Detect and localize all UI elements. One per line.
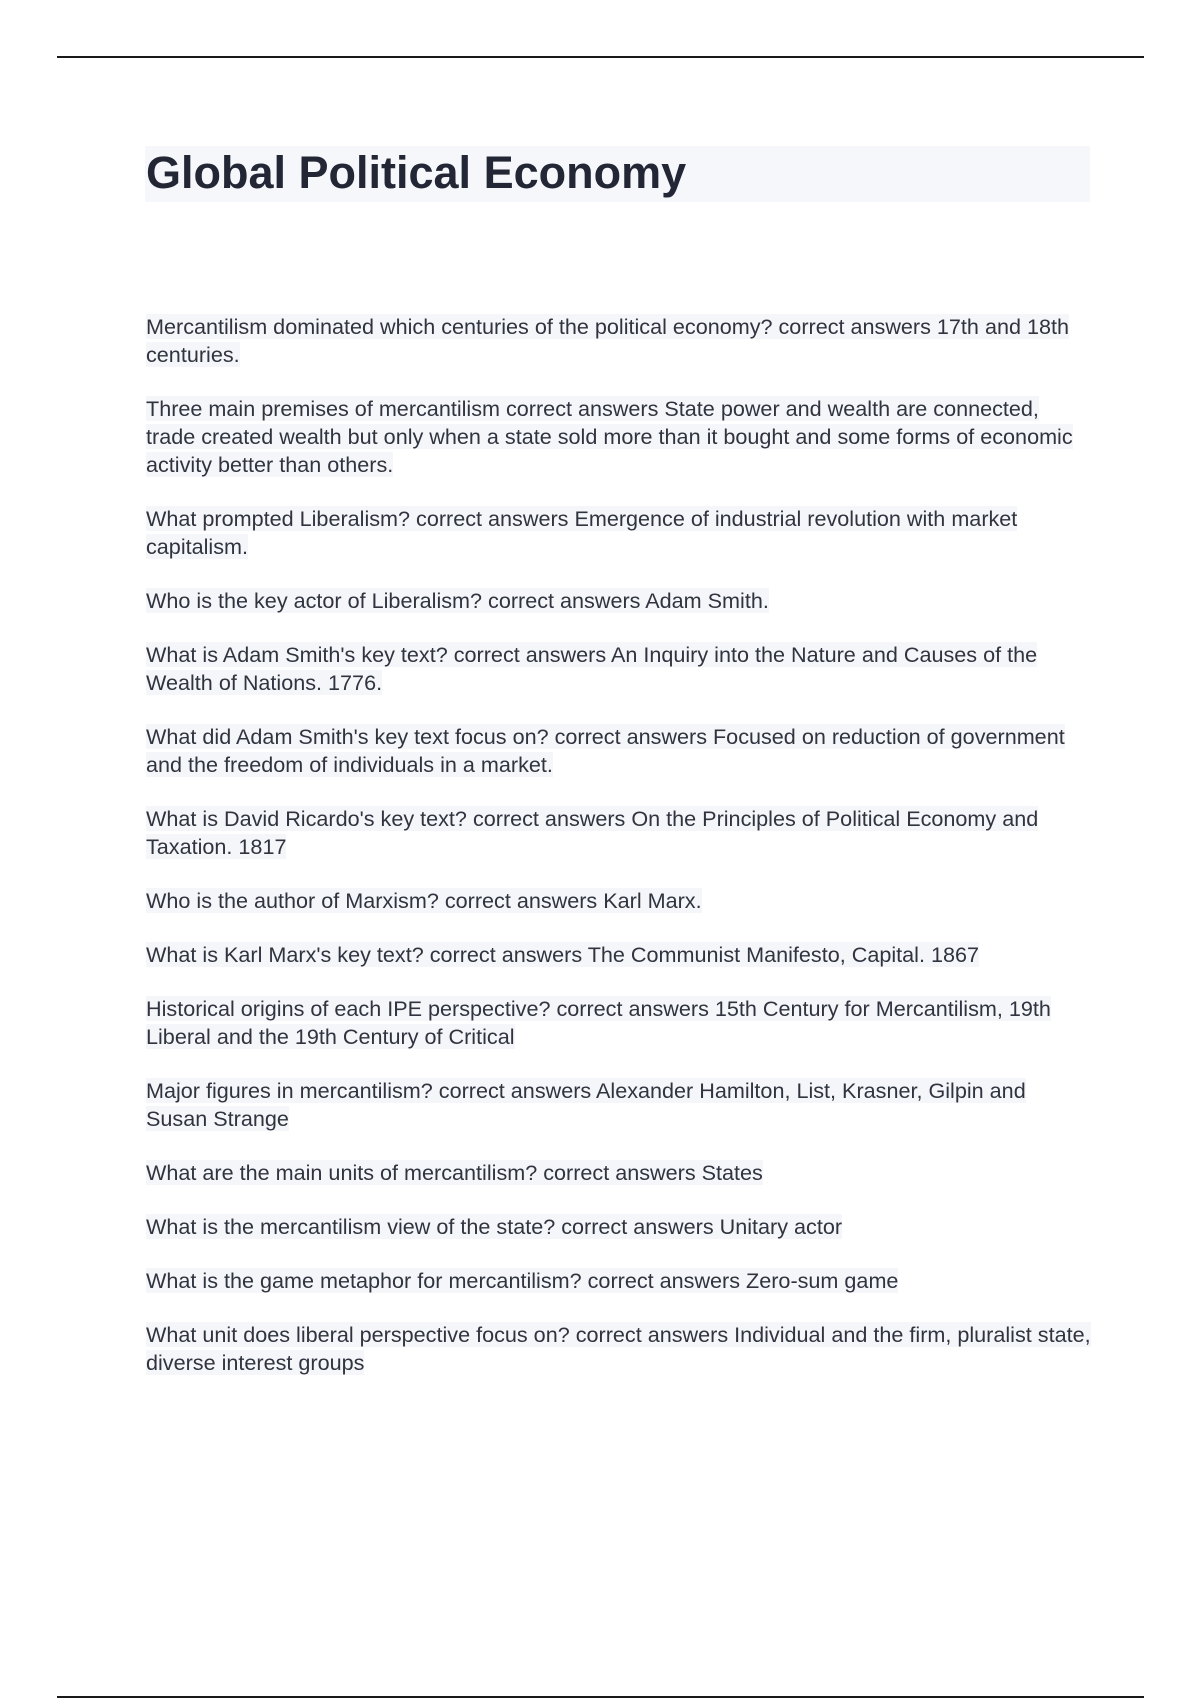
qa-item [146, 505, 1091, 561]
qa-text: What did Adam Smith's key text focus on? correct answers Focused on reduction of government and the freedom of individuals in a market. [146, 724, 1065, 777]
qa-text: What is the mercantilism view of the state? correct answers Unitary actor [146, 1214, 843, 1239]
qa-text: Who is the key actor of Liberalism? correct answers Adam Smith. [146, 588, 769, 613]
document-title: Global Political Economy [146, 147, 687, 198]
qa-text: Historical origins of each IPE perspective? correct answers 15th Century for Mercantilism, 19th Liberal and the 19th Century of Critical [146, 996, 1051, 1049]
qa-item [146, 805, 1091, 861]
qa-text: What unit does liberal perspective focus on? correct answers Individual and the firm, pluralist state, diverse interest groups [146, 1322, 1091, 1375]
qa-text: What prompted Liberalism? correct answers Emergence of industrial revolution with market capitalism. [146, 506, 1018, 559]
qa-text: Three main premises of mercantilism correct answers State power and wealth are connected, trade created wealth but only when a state sold more than it bought and some forms of economic activity better than others. [146, 396, 1073, 477]
qa-item [146, 1321, 1091, 1377]
qa-list [146, 313, 1091, 1403]
qa-item [146, 887, 1091, 915]
qa-text: What is Karl Marx's key text? correct answers The Communist Manifesto, Capital. 1867 [146, 942, 979, 967]
qa-item [146, 641, 1091, 697]
header-rule [57, 56, 1144, 58]
qa-text: Mercantilism dominated which centuries of the political economy? correct answers 17th and 18th centuries. [146, 314, 1069, 367]
qa-text: Major figures in mercantilism? correct answers Alexander Hamilton, List, Krasner, Gilpin and Susan Strange [146, 1078, 1026, 1131]
footer-rule [57, 1696, 1144, 1698]
qa-text: Who is the author of Marxism? correct answers Karl Marx. [146, 888, 702, 913]
qa-text: What are the main units of mercantilism? correct answers States [146, 1160, 763, 1185]
qa-item [146, 941, 1091, 969]
qa-item [146, 723, 1091, 779]
qa-item [146, 313, 1091, 369]
qa-item [146, 1159, 1091, 1187]
qa-text: What is David Ricardo's key text? correct answers On the Principles of Political Economy and Taxation. 1817 [146, 806, 1039, 859]
qa-item [146, 1213, 1091, 1241]
qa-item [146, 1077, 1091, 1133]
qa-item [146, 587, 1091, 615]
qa-item [146, 1267, 1091, 1295]
qa-text: What is the game metaphor for mercantilism? correct answers Zero-sum game [146, 1268, 899, 1293]
qa-item [146, 995, 1091, 1051]
qa-item [146, 395, 1091, 479]
qa-text: What is Adam Smith's key text? correct answers An Inquiry into the Nature and Causes of the Wealth of Nations. 1776. [146, 642, 1038, 695]
